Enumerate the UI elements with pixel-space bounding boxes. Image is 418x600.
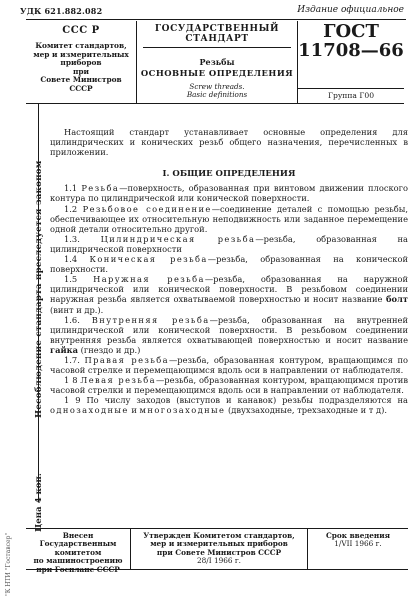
term: Левая резьба xyxy=(80,375,156,386)
edition-label: Издание официальное xyxy=(297,5,404,15)
term: однозаходные xyxy=(50,405,129,416)
definition-1-1: 1.1 Резьба—поверхность, образованная при винтовом движении плоского контура по цилиндрической или конической поверхности. xyxy=(50,183,408,204)
intro-paragraph: Настоящий стандарт устанавливает основные определения для цилиндрических и конических резьб общего назначения, перечисленных в приложении. xyxy=(50,127,408,158)
section-title: I. ОБЩИЕ ОПРЕДЕЛЕНИЯ xyxy=(162,169,296,180)
term: многозаходные xyxy=(139,405,226,416)
gost-number-block xyxy=(298,21,404,103)
reproduction-notice: Несоблюдение стандарта преследуется законом xyxy=(34,160,44,418)
gost-number: 11708—66 xyxy=(298,40,404,61)
term: Правая резьба xyxy=(84,354,169,365)
term: Внутренняя резьба xyxy=(91,314,210,325)
committee-name: Комитет стандартов, мер и измерительных приборов при Совете Министров СССР xyxy=(33,41,129,93)
term: Резьба xyxy=(81,183,120,194)
standard-type: ГОСУДАРСТВЕННЫЙ СТАНДАРТ xyxy=(154,24,280,44)
title-block xyxy=(137,21,298,103)
header-top-rule xyxy=(26,19,406,20)
term: Коническая резьба xyxy=(89,254,208,265)
ussr-label: ССС Р xyxy=(62,25,100,36)
price-label: Цена 4 коп. xyxy=(34,473,44,532)
document-title: ОСНОВНЫЕ ОПРЕДЕЛЕНИЯ xyxy=(140,68,294,78)
term: Цилиндрическая резьба xyxy=(100,233,256,244)
effective-date: 1/VII 1966 г. xyxy=(334,539,382,549)
english-title: Screw threads. Basic definitions xyxy=(186,82,248,99)
introduced-by: Внесен Государственным комитетом по машиностроению при Госплане СССР xyxy=(26,529,131,569)
definition-1-5: 1.5 Наружная резьба—резьба, образованная на наружной цилиндрической или конической поверхности. В резьбовом соединении наружная резьба является охватываемой поверхностью и носит название болт (винт и др.). xyxy=(50,274,409,315)
approval-footer xyxy=(26,528,408,574)
udk-code: УДК 621.882.082 xyxy=(20,6,103,16)
approved-by: Утвержден Комитетом стандартов, мер и измерительных приборов при Совете Министров СССР 28/I 1966 г. xyxy=(131,529,308,569)
gost-label: ГОСТ xyxy=(323,21,379,42)
definition-1-3: 1.3. Цилиндрическая резьба—резьба, образованная на цилиндрической поверхности xyxy=(50,233,409,254)
term: Наружная резьба xyxy=(93,274,205,285)
definition-1-4: 1.4 Коническая резьба—резьба, образованная на конической поверхности. xyxy=(50,254,409,275)
definition-1-6: 1.6. Внутренняя резьба—резьба, образованная на внутренней цилиндрической или конической поверхности. В резьбовом соединении внутренняя резьба является охватывающей поверхностью и носит название гайка (гнездо и др.) xyxy=(50,314,408,355)
definition-1-2: 1.2 Резьбовое соединение—соединение деталей с помощью резьбы, обеспечивающее их относительную неподвижность или заданное перемещение одной детали относительно другой. xyxy=(50,203,408,234)
term: Резьбовое соединение xyxy=(82,203,212,214)
definition-1-9: 1 9 По числу заходов (выступов и канавок) резьбы подразделяются на однозаходные и многозаходные (двухзаходные, трехзаходные и т д). xyxy=(50,395,408,416)
term-bold: болт xyxy=(385,294,408,305)
effective-date-block: Срок введения 1/VII 1966 г. xyxy=(308,529,408,569)
source-stamp: "К НТИ "Гоставсер" xyxy=(5,532,12,596)
definition-1-7: 1.7. Правая резьба—резьба, образованная контуром, вращающимся по часовой стрелке и перемещающимся вдоль оси в направлении от наблюдателя. xyxy=(50,354,409,376)
group-code: Группа Г00 xyxy=(298,88,404,103)
issuer-block xyxy=(26,21,137,103)
document-header xyxy=(26,21,404,104)
approved-date: 28/I 1966 г. xyxy=(197,556,241,566)
title-divider xyxy=(143,47,291,48)
topic-label: Резьбы xyxy=(199,57,235,67)
definition-1-8: 1 8 Левая резьба—резьба, образованная контуром, вращающимся против часовой стрелки и перемещающимся вдоль оси в направлении от наблюдателя. xyxy=(50,375,409,396)
document-body xyxy=(50,127,408,416)
term-bold: гайка xyxy=(50,344,78,355)
